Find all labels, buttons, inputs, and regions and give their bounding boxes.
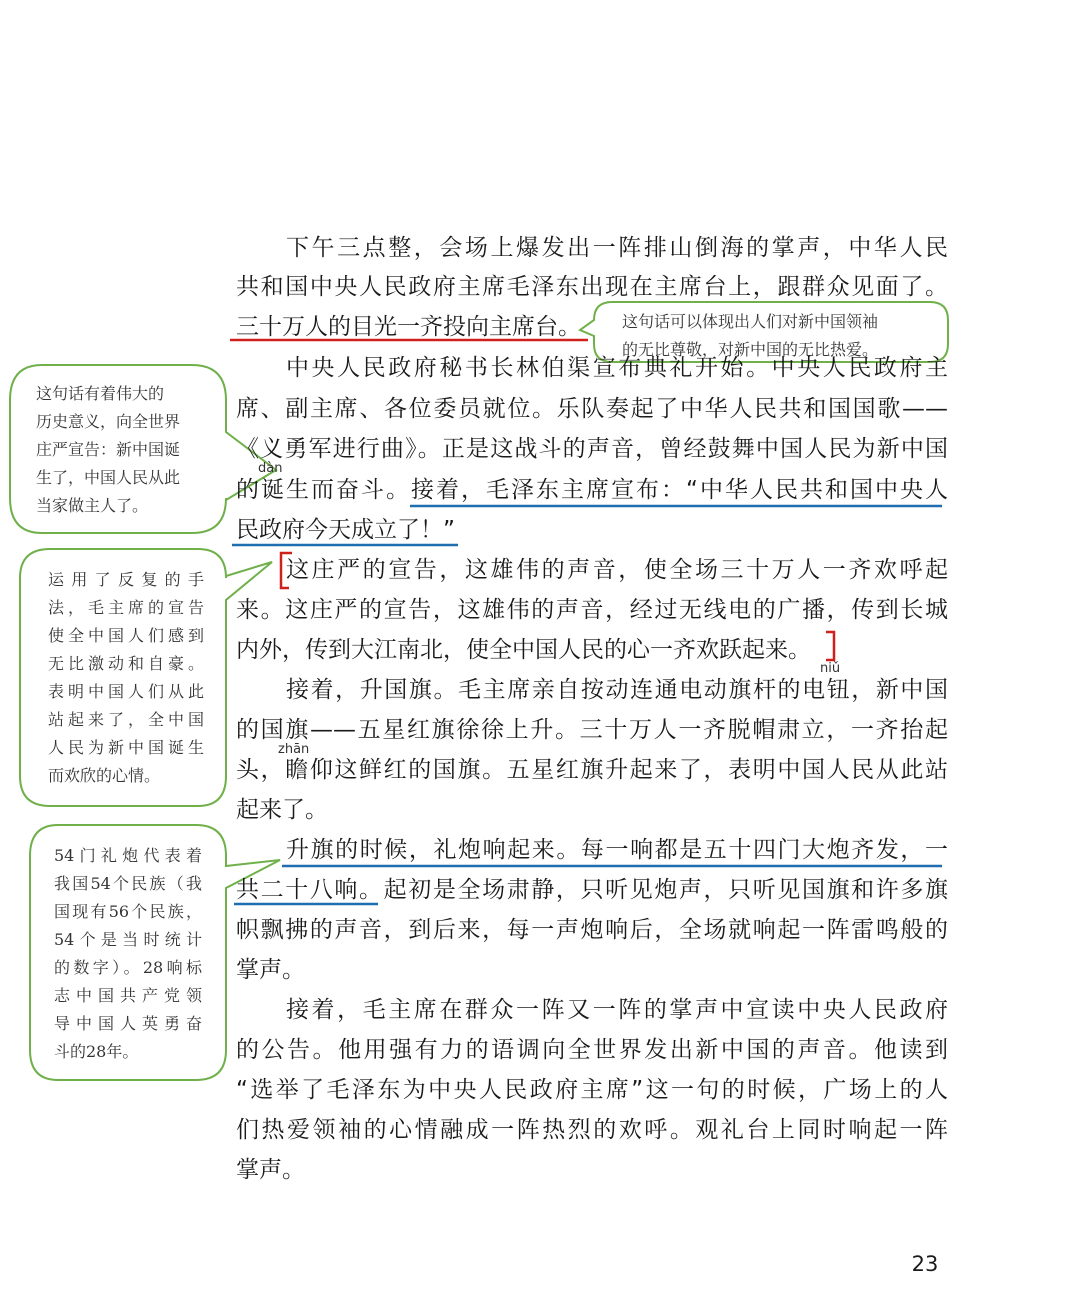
note-line: 运用了反复的手 bbox=[48, 570, 204, 589]
note-line: 斗的28年。 bbox=[54, 1042, 139, 1061]
text-line: 中央人民政府秘书长林伯渠宣布典礼开始。中央人民政府主 bbox=[286, 355, 948, 381]
text-line: 共二十八响。起初是全场肃静，只听见炮声，只听见国旗和许多旗 bbox=[236, 877, 948, 903]
note-line: 表明中国人们从此 bbox=[48, 682, 204, 701]
note-line: 的数字）。28响标 bbox=[54, 958, 202, 977]
note-line: 庄严宣告：新中国诞 bbox=[36, 440, 181, 459]
text-line: 们热爱领袖的心情融成一阵热烈的欢呼。观礼台上同时响起一阵 bbox=[236, 1117, 948, 1143]
callout-text-3 bbox=[48, 566, 204, 790]
note-line: 使全中国人们感到 bbox=[48, 626, 204, 645]
pinyin-annotation: niǔ bbox=[820, 661, 841, 676]
callout-text-1 bbox=[622, 308, 934, 364]
note-line: 无比激动和自豪。 bbox=[48, 654, 204, 673]
note-line: 这句话可以体现出人们对新中国领袖 bbox=[622, 312, 879, 331]
text-line: 三十万人的目光一齐投向主席台。 bbox=[236, 314, 581, 340]
text-line: 内外，传到大江南北，使全中国人民的心一齐欢跃起来。 bbox=[236, 637, 811, 663]
note-line: 当家做主人了。 bbox=[36, 496, 149, 515]
note-line: 54门礼炮代表着 bbox=[54, 846, 202, 865]
text-line: 头，瞻仰这鲜红的国旗。五星红旗升起来了，表明中国人民从此站 bbox=[236, 757, 948, 783]
text-line: “选举了毛泽东为中央人民政府主席”这一句的时候，广场上的人 bbox=[236, 1077, 948, 1103]
text-line: 起来了。 bbox=[236, 797, 328, 823]
callout-text-4 bbox=[54, 842, 202, 1066]
note-line: 54个是当时统计 bbox=[54, 930, 202, 949]
note-line: 我国54个民族（我 bbox=[54, 874, 202, 893]
text-line: 接着，毛主席在群众一阵又一阵的掌声中宣读中央人民政府 bbox=[286, 997, 948, 1023]
note-line: 志中国共产党领 bbox=[54, 986, 202, 1005]
text-line: 下午三点整，会场上爆发出一阵排山倒海的掌声，中华人民 bbox=[286, 235, 948, 261]
text-line: 的诞生而奋斗。接着，毛泽东主席宣布：“中华人民共和国中央人 bbox=[236, 477, 948, 503]
note-line: 国现有56个民族， bbox=[54, 902, 202, 921]
text-line: 来。这庄严的宣告，这雄伟的声音，经过无线电的广播，传到长城 bbox=[236, 597, 948, 623]
text-line: 升旗的时候，礼炮响起来。每一响都是五十四门大炮齐发，一 bbox=[286, 837, 948, 863]
pinyin-annotation: dàn bbox=[258, 461, 283, 476]
note-line: 历史意义，向全世界 bbox=[36, 412, 181, 431]
note-line: 导中国人英勇奋 bbox=[54, 1014, 202, 1033]
note-line: 这句话有着伟大的 bbox=[36, 384, 165, 403]
callout-text-2 bbox=[36, 380, 204, 520]
text-line: 席、副主席、各位委员就位。乐队奏起了中华人民共和国国歌—— bbox=[236, 396, 948, 422]
note-line: 而欢欣的心情。 bbox=[48, 766, 161, 785]
note-line: 法，毛主席的宣告 bbox=[48, 598, 204, 617]
page-number: 23 bbox=[911, 1252, 939, 1276]
note-line: 生了，中国人民从此 bbox=[36, 468, 181, 487]
text-line: 接着，升国旗。毛主席亲自按动连通电动旗杆的电钮，新中国 bbox=[286, 677, 948, 703]
text-line: 的国旗——五星红旗徐徐上升。三十万人一齐脱帽肃立，一齐抬起 bbox=[236, 717, 948, 743]
text-line: 的公告。他用强有力的语调向全世界发出新中国的声音。他读到 bbox=[236, 1037, 948, 1063]
note-line: 的无比尊敬，对新中国的无比热爱。 bbox=[622, 340, 879, 359]
text-line: 这庄严的宣告，这雄伟的声音，使全场三十万人一齐欢呼起 bbox=[286, 557, 948, 583]
text-line: 帜飘拂的声音，到后来，每一声炮响后，全场就响起一阵雷鸣般的 bbox=[236, 917, 948, 943]
note-line: 站起来了，全中国 bbox=[48, 710, 204, 729]
text-line: 掌声。 bbox=[236, 1157, 305, 1183]
text-line: 《义勇军进行曲》。正是这战斗的声音，曾经鼓舞中国人民为新中国 bbox=[236, 436, 948, 462]
note-line: 人民为新中国诞生 bbox=[48, 738, 204, 757]
text-line: 民政府今天成立了！” bbox=[236, 517, 455, 543]
text-line: 掌声。 bbox=[236, 957, 305, 983]
pinyin-annotation: zhān bbox=[278, 742, 310, 757]
text-line: 共和国中央人民政府主席毛泽东出现在主席台上，跟群众见面了。 bbox=[236, 274, 948, 300]
